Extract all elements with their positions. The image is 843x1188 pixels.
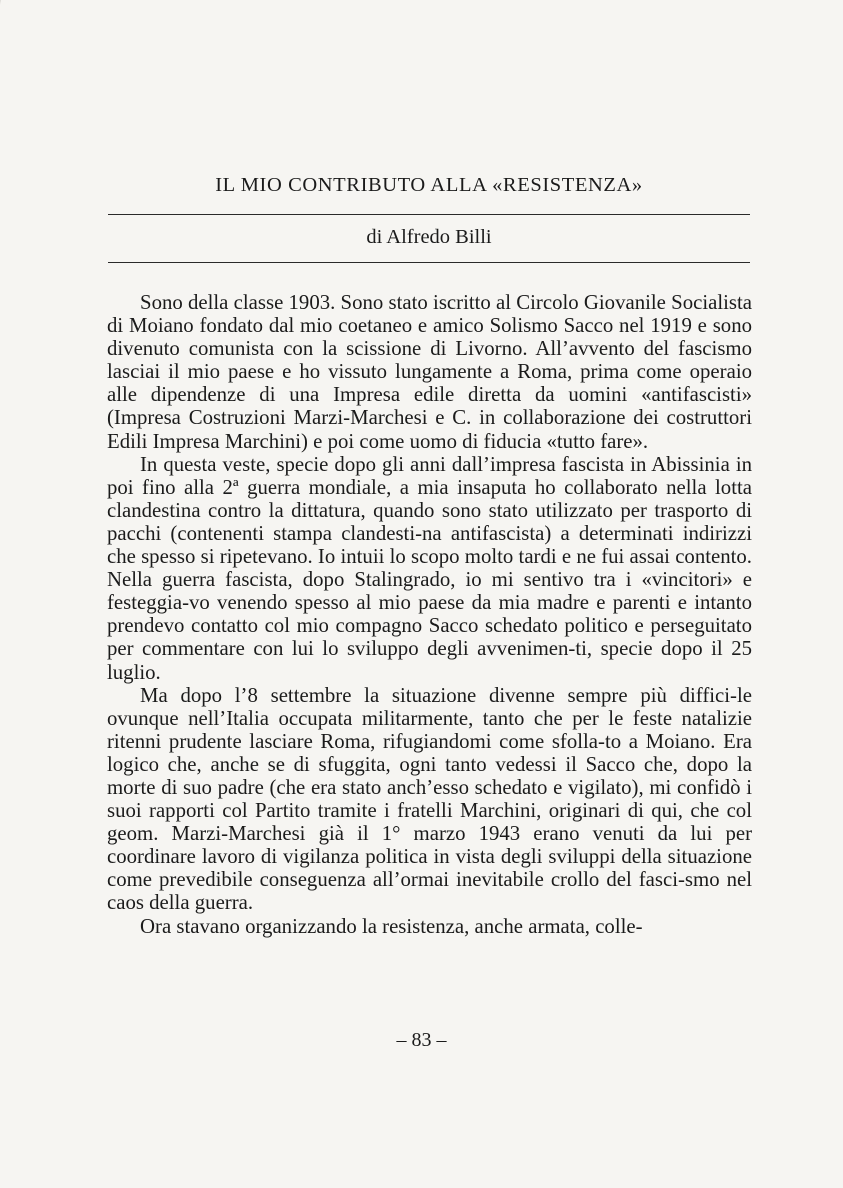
title-rule-bottom — [108, 262, 750, 263]
title-rule-top — [108, 214, 750, 215]
body-paragraph-1: Sono della classe 1903. Sono stato iscritto al Circolo Giovanile Socialista di Moiano fondato dal mio coetaneo e amico Solismo Sacco nel 1919 e sono divenuto comunista con la scissione di Livorno. All’avvento del fascismo lasciai il mio paese e ho vissuto lungamente a Roma, prima come operaio alle dipendenze di una Impresa edile diretta da uomini «antifascisti» (Impresa Costruzioni Marzi-Marchesi e C. in collaborazione dei costruttori Edili Impresa Marchini) e poi come uomo di fiducia «tutto fare». — [107, 291, 752, 453]
author-byline: di Alfredo Billi — [366, 226, 492, 248]
article-title: IL MIO CONTRIBUTO ALLA «RESISTENZA» — [215, 174, 643, 196]
page-crease-mark — [0, 0, 41, 60]
page-number: – 83 – — [396, 1029, 447, 1051]
body-paragraph-4: Ora stavano organizzando la resistenza, anche armata, colle- — [140, 914, 643, 938]
article-body — [107, 291, 752, 938]
body-paragraph-2: In questa veste, specie dopo gli anni dall’impresa fascista in Abissinia in poi fino alla 2ª guerra mondiale, a mia insaputa ho collaborato nella lotta clandestina contro la dittatura, quando sono stato utilizzato per trasporto di pacchi (contenenti stampa clandesti-na antifascista) a determinati indirizzi che spesso si ripetevano. Io intuii lo scopo molto tardi e ne fui assai contento. Nella guerra fascista, dopo Stalingrado, io mi sentivo tra i «vincitori» e festeggia-vo venendo spesso al mio paese da mia madre e parenti e intanto prendevo contatto col mio compagno Sacco schedato politico e perseguitato per commentare con lui lo sviluppo degli avvenimen-ti, specie dopo il 25 luglio. — [107, 452, 752, 684]
body-paragraph-3: Ma dopo l’8 settembre la situazione divenne sempre più diffici-le ovunque nell’Italia occupata militarmente, tanto che per le feste natalizie ritenni prudente lasciare Roma, rifugiandomi come sfolla-to a Moiano. Era logico che, anche se di sfuggita, ogni tanto vedessi il Sacco che, dopo la morte di suo padre (che era stato anch’esso schedato e vigilato), mi confidò i suoi rapporti col Partito tramite i fratelli Marchini, originari di qui, che col geom. Marzi-Marchesi già il 1° marzo 1943 erano venuti da lui per coordinare lavoro di vigilanza politica in vista degli sviluppi della situazione come prevedibile conseguenza all’ormai inevitabile crollo del fasci-smo nel caos della guerra. — [107, 683, 752, 915]
